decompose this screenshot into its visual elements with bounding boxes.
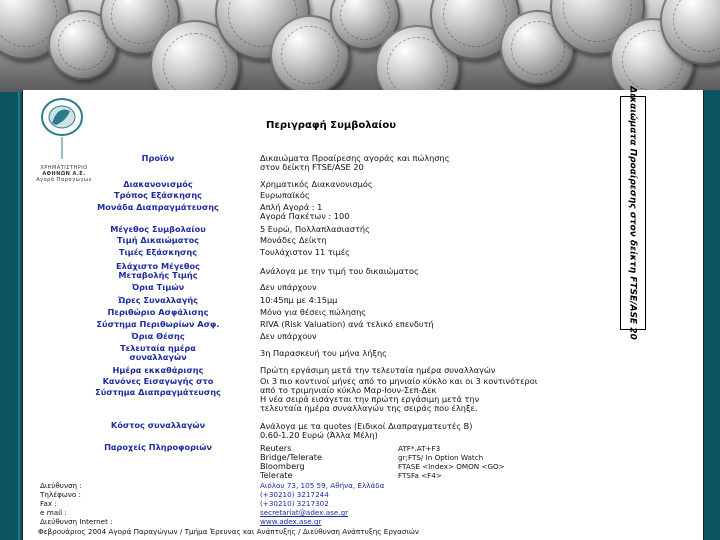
spec-value: Μονάδες Δείκτη bbox=[260, 235, 327, 245]
spec-value: Δεν υπάρχουν bbox=[260, 282, 317, 292]
spec-label: Διακανονισμός bbox=[123, 179, 193, 189]
spec-value: Ανάλογα με τα quotes (Ειδικοί Διαπραγματευτές Β) 0.60-1.20 Ευρώ (Άλλα Μέλη) bbox=[260, 421, 473, 440]
spec-label: Προϊόν bbox=[141, 153, 175, 163]
spec-label: Τρόπος Εξάσκησης bbox=[113, 190, 202, 200]
spec-value: Χρηματικός Διακανονισμός bbox=[260, 179, 373, 189]
spec-label: Παροχείς Πληροφοριών bbox=[104, 442, 212, 452]
spec-value: Δεν υπάρχουν bbox=[260, 331, 317, 341]
spec-value: Δικαιώματα Προαίρεσης αγοράς και πώλησης στον δείκτη FTSE/ASE 20 bbox=[260, 153, 450, 172]
contact-value: (+30210) 3217302 bbox=[260, 499, 329, 508]
left-teal-band bbox=[0, 92, 20, 540]
spec-value: Απλή Αγορά : 1 Αγορά Πακέτων : 100 bbox=[260, 202, 350, 221]
spec-value: Πρώτη εργάσιμη μετά την τελευταία ημέρα συναλλαγών bbox=[260, 365, 496, 375]
provider-code: ATF*.AT+F3 bbox=[398, 444, 441, 453]
spec-label: Μονάδα Διαπραγμάτευσης bbox=[97, 202, 219, 212]
document-title: Περιγραφή Συμβολαίου bbox=[266, 120, 396, 131]
footer-text: Φεβρουάριος 2004 Αγορά Παραγώγων / Τμήμα Έρευνας και Ανάπτυξης / Διεύθυνση Ανάπτυξης Εργασιών bbox=[38, 527, 419, 536]
provider-code: FTASE <Index> OMON <GO> bbox=[398, 462, 505, 471]
spec-value: Ανάλογα με την τιμή του δικαιώματος bbox=[260, 266, 419, 276]
spec-label: Ημέρα εκκαθάρισης bbox=[112, 365, 204, 375]
logo-line: Αγορά Παραγώγων bbox=[36, 177, 92, 183]
side-title-text: Δικαιώματα Προαίρεσης στον δείκτη FTSE/ASE 20 bbox=[628, 86, 638, 340]
coins-photo-banner bbox=[0, 0, 720, 92]
provider-code: gr;FTS/ In Option Watch bbox=[398, 453, 484, 462]
spec-value: Μόνο για θέσεις πώλησης bbox=[260, 307, 367, 317]
contact-email-link[interactable]: secretariat@adex.ase.gr bbox=[260, 508, 349, 517]
spec-label: Σύστημα Περιθωρίων Ασφ. bbox=[96, 319, 220, 329]
spec-value: RIVA (Risk Valuation) ανά τελικό επενδυτή bbox=[260, 319, 434, 329]
spec-label: Όρια Θέσης bbox=[131, 331, 185, 341]
spec-label: Όρια Τιμών bbox=[131, 282, 185, 292]
contact-website-link[interactable]: www.adex.ase.gr bbox=[260, 517, 322, 526]
spec-label: Τελευταία ημέρα συναλλαγών bbox=[120, 343, 196, 362]
spec-label: Περιθώριο Ασφάλισης bbox=[107, 307, 209, 317]
contact-label: Διεύθυνση : bbox=[40, 481, 82, 490]
contact-value: (+30210) 3217244 bbox=[260, 490, 329, 499]
spec-label: Ώρες Συναλλαγής bbox=[117, 295, 198, 305]
contact-label: Τηλέφωνο : bbox=[40, 490, 81, 499]
spec-label: Μέγεθος Συμβολαίου bbox=[110, 224, 206, 234]
spec-label: Ελάχιστο Μέγεθος Μεταβολής Τιμής bbox=[116, 261, 200, 280]
contact-label: Διεύθυνση Internet : bbox=[40, 517, 113, 526]
contact-value: Αιόλου 73, 105 59, Αθήνα, Ελλάδα bbox=[260, 481, 385, 490]
spec-value: Τουλάχιστον 11 τιμές bbox=[260, 247, 350, 257]
contact-label: e mail : bbox=[40, 508, 67, 517]
logo-line: ΑΘΗΝΩΝ Α.Ε. bbox=[42, 171, 86, 177]
spec-value: Ευρωπαϊκός bbox=[260, 190, 310, 200]
spec-label: Κόστος συναλλαγών bbox=[110, 420, 206, 430]
logo-line: ΧΡΗΜΑΤΙΣΤΗΡΙΟ bbox=[40, 165, 88, 171]
spec-value: 5 Ευρώ, Πολλαπλασιαστής bbox=[260, 224, 370, 234]
spec-label: Τιμή Δικαιώματος bbox=[116, 235, 200, 245]
provider-code: FTSFa <F4> bbox=[398, 471, 442, 480]
spec-label: Κανόνες Εισαγωγής στο Σύστημα Διαπραγμάτευσης bbox=[95, 376, 221, 397]
right-teal-band bbox=[702, 90, 720, 540]
spec-value: Οι 3 πιο κοντινοί μήνες από το μηνιαίο κύκλο και οι 3 κοντινότεροι από το τριμηνιαίο κύκλο Μαρ-Ιουν-Σεπ-Δεκ Η νέα σειρά εισάγεται την πρώτη εργάσιμη μετά την τελευταία ημέρα συναλλαγών της σειράς που έληξε. bbox=[260, 376, 538, 413]
spec-value: 10:45πμ με 4:15μμ bbox=[260, 295, 338, 305]
spec-value: 3η Παρασκευή του μήνα λήξης bbox=[260, 348, 387, 358]
spec-value: Reuters Bridge/Telerate Bloomberg Telerate bbox=[260, 443, 323, 480]
contact-label: Fax : bbox=[40, 499, 57, 508]
spec-label: Τιμές Εξάσκησης bbox=[118, 247, 198, 257]
